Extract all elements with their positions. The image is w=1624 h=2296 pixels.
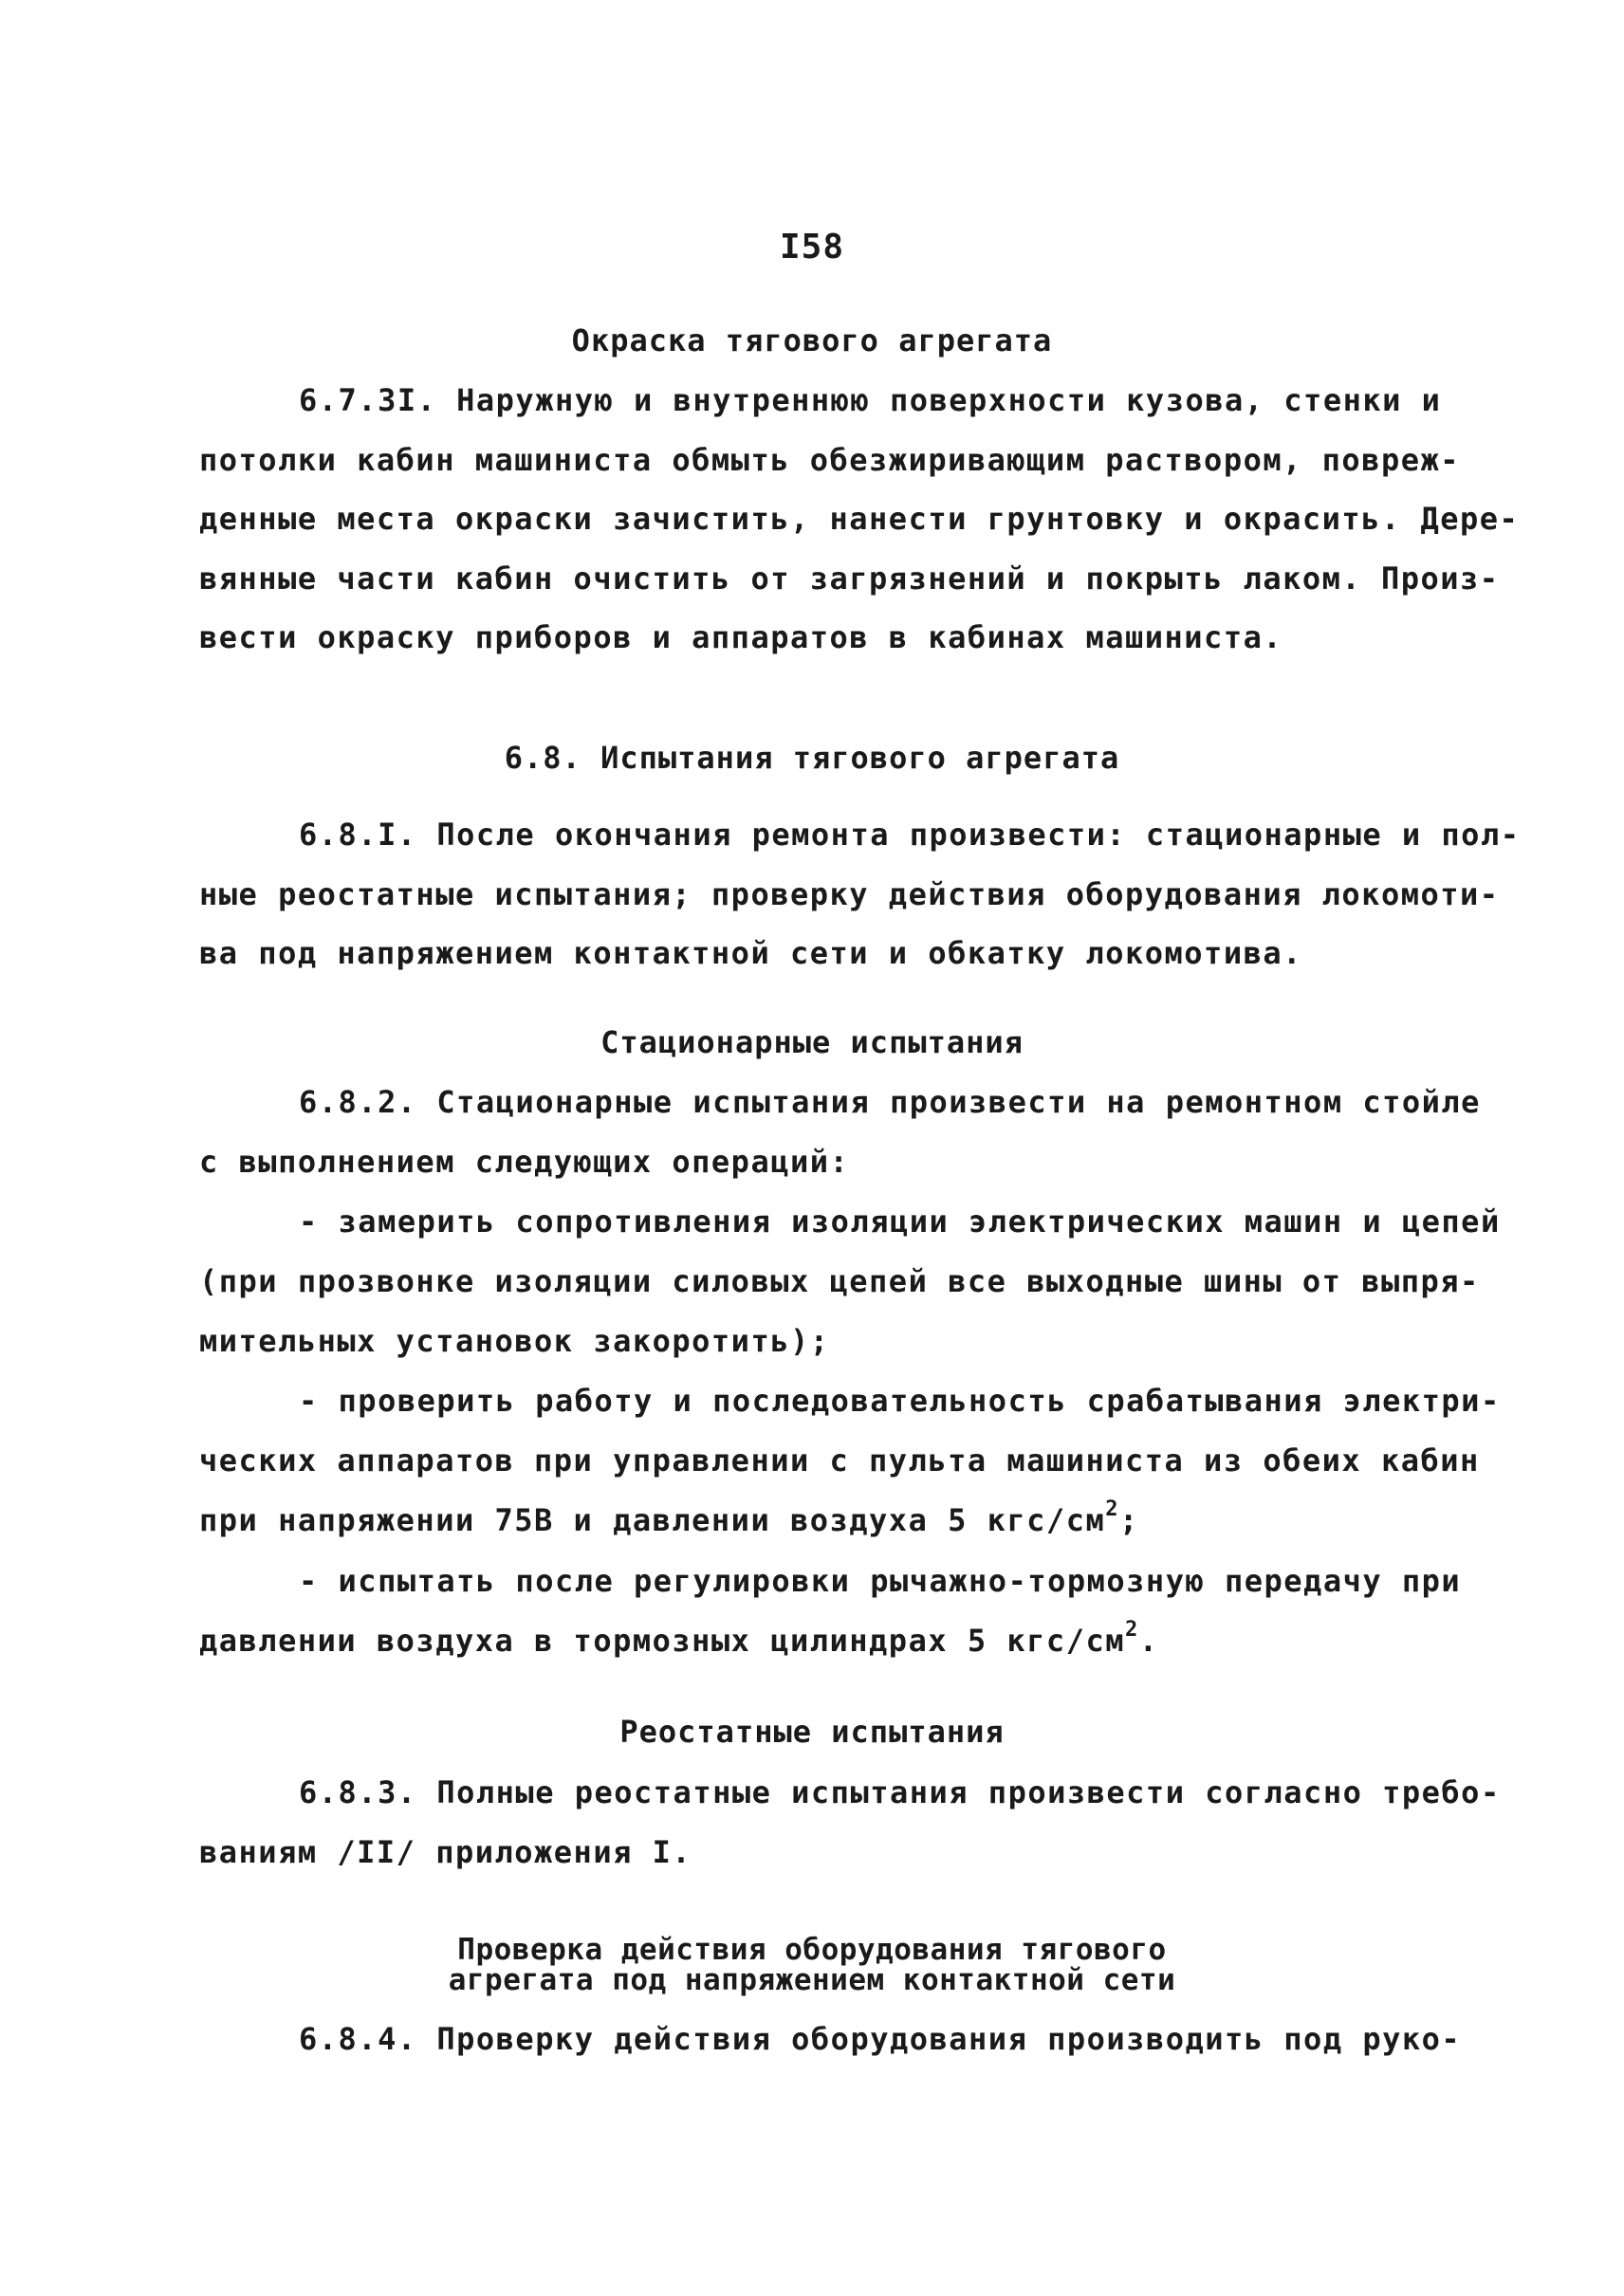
para-6-8-2-line-4: (при прозвонке изоляции силовых цепей все выходные шины от выпря-	[199, 1263, 1480, 1299]
heading-paint: Окраска тягового агрегата	[571, 322, 1053, 358]
para-6-8-2-line-6: - проверить работу и последовательность срабатывания электри-	[299, 1383, 1501, 1419]
para-6-8-2-line-10	[199, 1618, 1159, 1660]
semicolon: ;	[1118, 1502, 1139, 1538]
para-6-8-3-line-1: 6.8.3. Полные реостатные испытания произвести согласно требо-	[299, 1774, 1501, 1810]
para-6-8-1-line-3: ва под напряжением контактной сети и обкатку локомотива.	[199, 935, 1302, 971]
para-6-8-2-line-9: - испытать после регулировки рычажно-тормозную передачу при	[299, 1563, 1462, 1599]
superscript-2: 2	[1105, 1497, 1119, 1522]
para-6-8-3-line-2: ваниям /II/ приложения I.	[199, 1834, 692, 1870]
para-6-7-31-line-2: потолки кабин машиниста обмыть обезжиривающим раствором, повреж-	[199, 442, 1460, 478]
para-6-7-31-line-5: вести окраску приборов и аппаратов в кабинах машиниста.	[199, 619, 1283, 655]
heading-tests: 6.8. Испытания тягового агрегата	[504, 740, 1120, 776]
para-6-8-4-line-1: 6.8.4. Проверку действия оборудования производить под руко-	[299, 2021, 1462, 2057]
para-6-8-1-line-1: 6.8.I. После окончания ремонта произвести: стационарные и пол-	[299, 817, 1521, 853]
para-6-8-2-line-7: ческих аппаратов при управлении с пульта машиниста из обеих кабин	[199, 1442, 1480, 1479]
heading-rheostat: Реостатные испытания	[619, 1714, 1005, 1750]
para-6-8-2-line-2: с выполнением следующих операций:	[199, 1144, 850, 1180]
period: .	[1138, 1623, 1159, 1659]
para-6-7-31-line-4: вянные части кабин очистить от загрязнений и покрыть лаком. Произ-	[199, 560, 1500, 597]
heading-check-line-1: Проверка действия оборудования тягового	[457, 1933, 1167, 1967]
para-6-8-2-line-3: - замерить сопротивления изоляции электрических машин и цепей	[299, 1203, 1501, 1240]
para-6-7-31-line-1: 6.7.3I. Наружную и внутреннюю поверхности кузова, стенки и	[299, 382, 1442, 418]
heading-check-line-2: агрегата под напряжением контактной сети	[448, 1963, 1176, 1997]
para-6-8-2-line-5: мительных установок закоротить);	[199, 1323, 830, 1359]
para-6-8-2-line-8-text: при напряжении 75В и давлении воздуха 5 кгс/см	[199, 1502, 1106, 1538]
page-number: I58	[779, 228, 845, 266]
para-6-8-1-line-2: ные реостатные испытания; проверку действия оборудования локомоти-	[199, 876, 1500, 912]
para-6-7-31-line-3: денные места окраски зачистить, нанести грунтовку и окрасить. Дере-	[199, 501, 1520, 537]
heading-check	[0, 1935, 1624, 1995]
para-6-8-2-line-1: 6.8.2. Стационарные испытания произвести на ремонтном стойле	[299, 1084, 1481, 1120]
heading-stationary: Стационарные испытания	[600, 1024, 1024, 1060]
para-6-8-2-line-10-text: давлении воздуха в тормозных цилиндрах 5 кгс/см	[199, 1623, 1125, 1659]
superscript-2: 2	[1124, 1618, 1139, 1643]
para-6-8-2-line-8	[199, 1497, 1139, 1539]
